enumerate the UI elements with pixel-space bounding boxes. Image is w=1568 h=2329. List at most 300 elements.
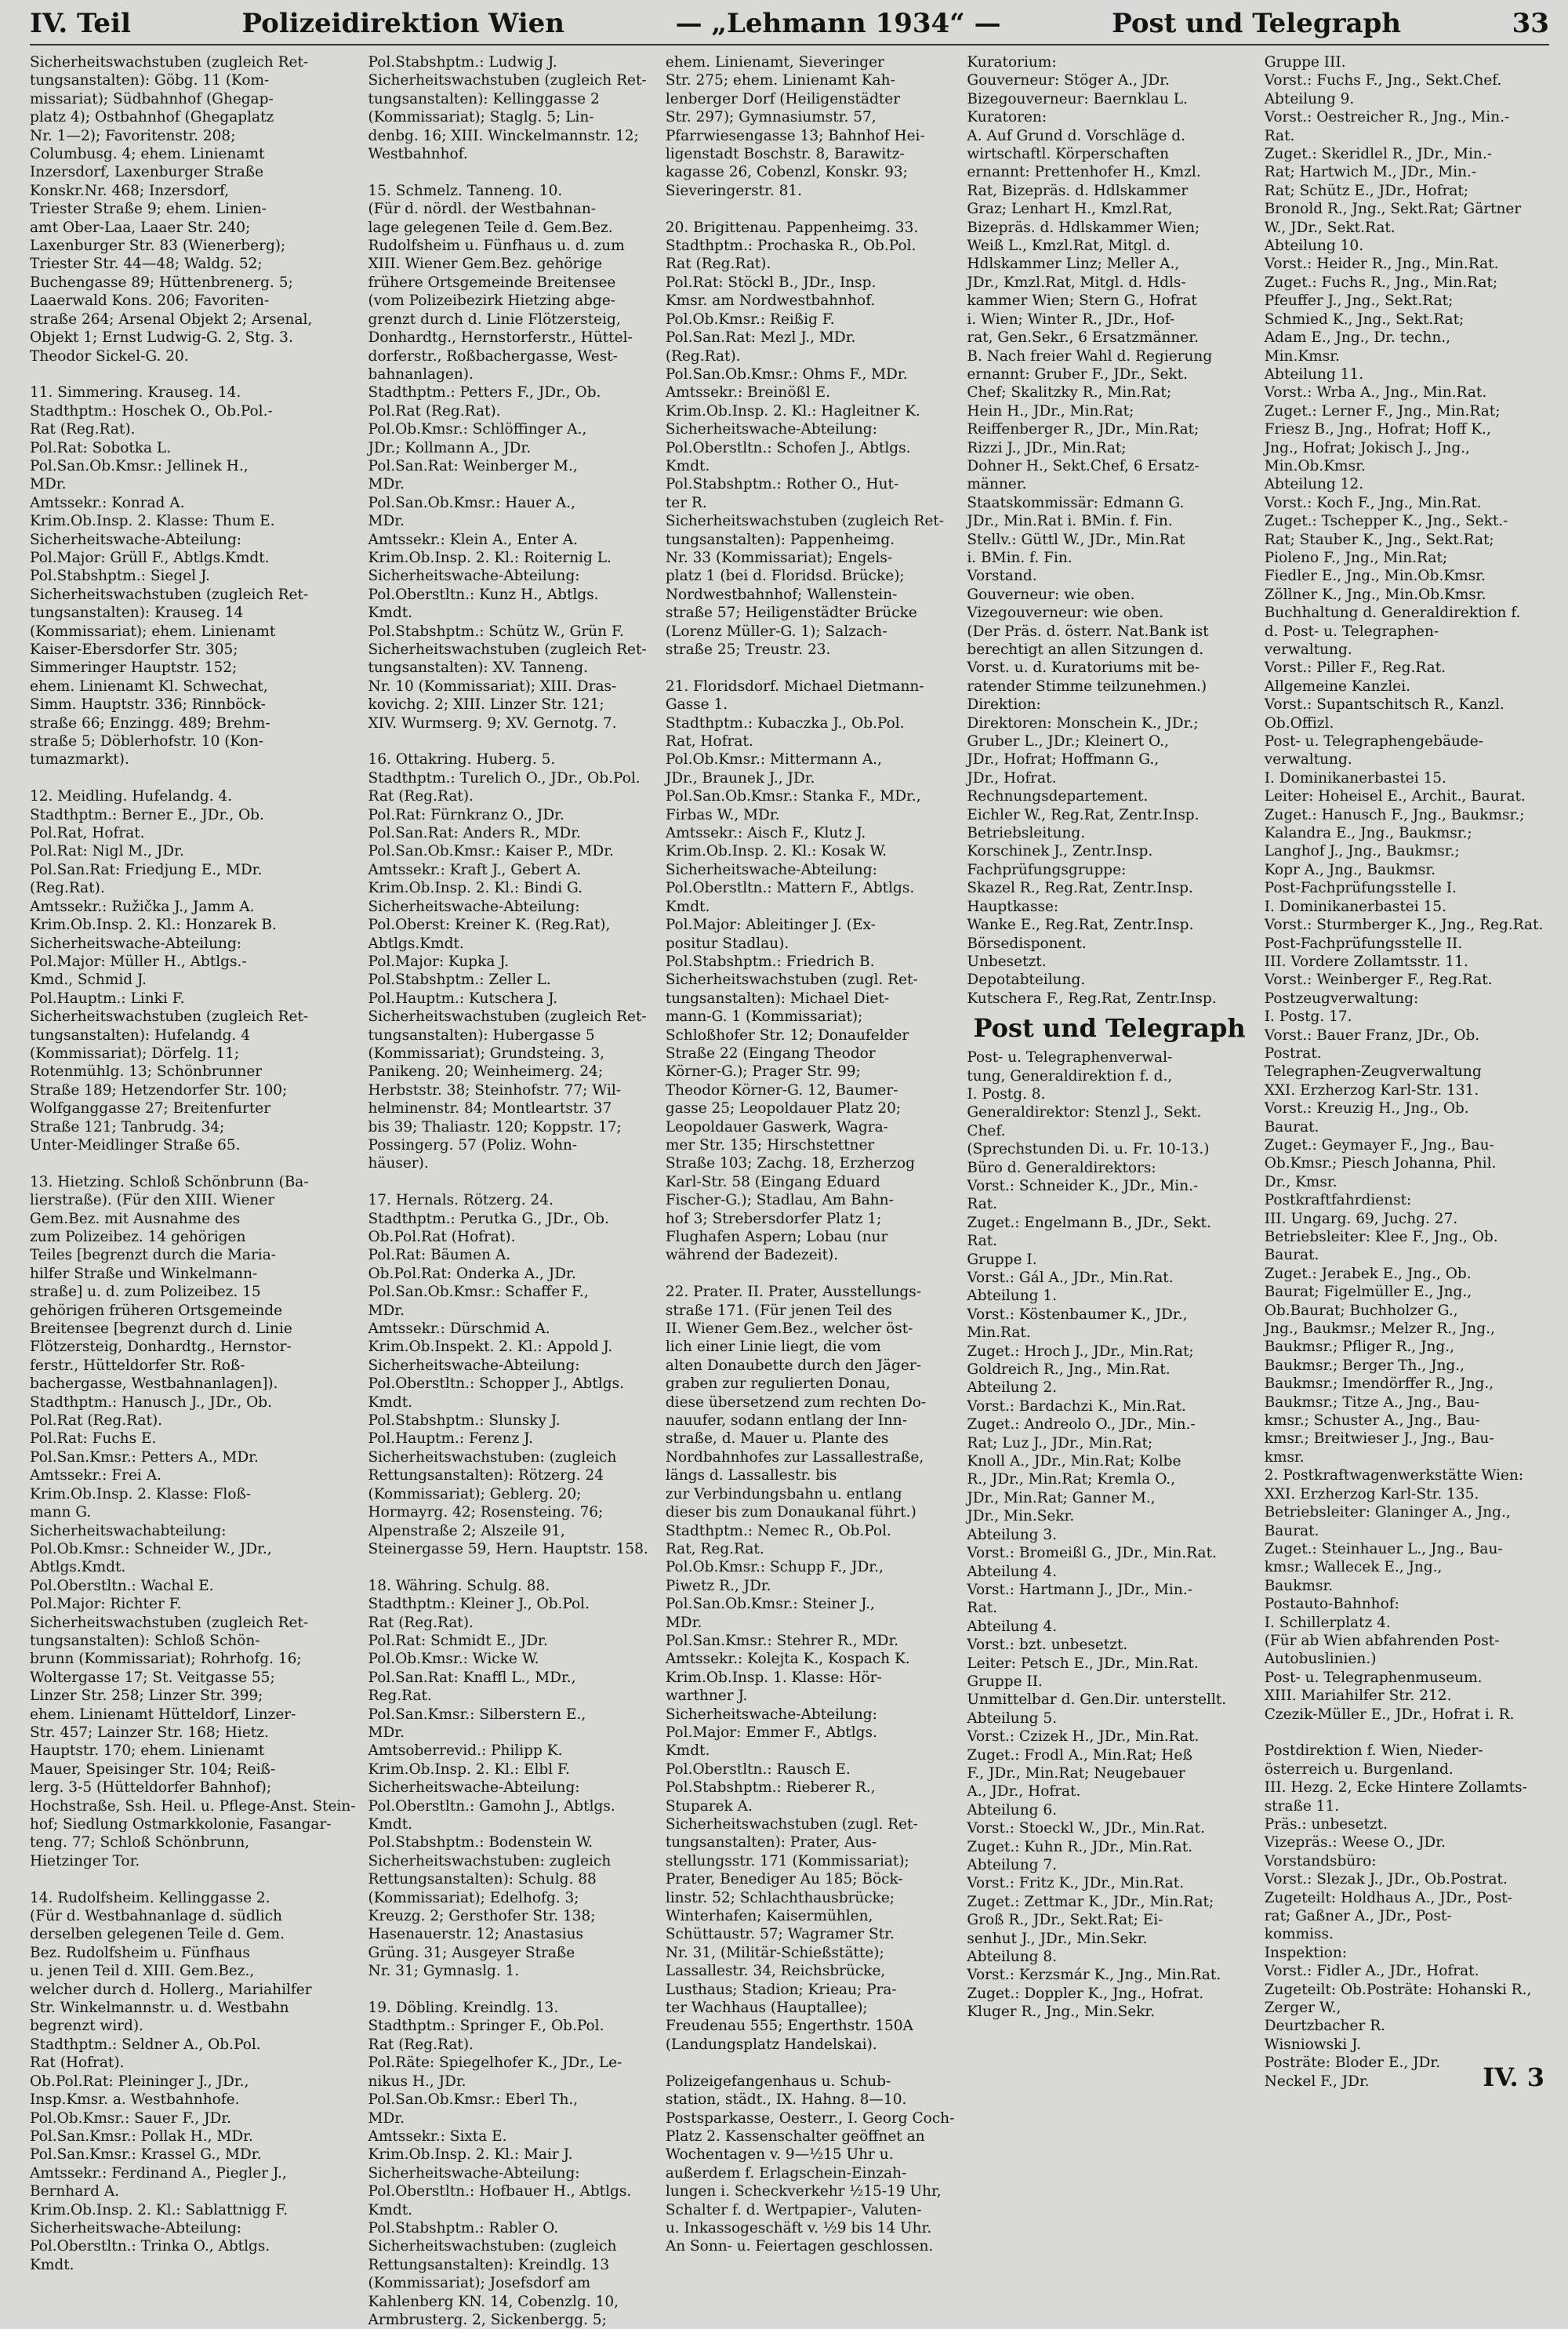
text-line: platz 4); Ostbahnhof (Ghegaplatz — [30, 109, 274, 126]
text-line: XIII. Mariahilfer Str. 212. — [1264, 1688, 1452, 1705]
text-line: JDr., Hofrat. — [967, 769, 1057, 787]
text-line: tungsanstalten): Hubergasse 5 — [368, 1026, 595, 1044]
text-line: Woltergasse 17; St. Veitgasse 55; — [30, 1669, 275, 1686]
text-line: straße 264; Arsenal Objekt 2; Arsenal, — [30, 311, 313, 328]
text-line: Konskr.Nr. 468; Inzersdorf, — [30, 182, 230, 199]
text-line: Baurat. — [1264, 1118, 1319, 1135]
text-line: XXI. Erzherzog Karl-Str. 131. — [1264, 1081, 1479, 1099]
text-line: Abteilung 9. — [1264, 90, 1355, 107]
text-line: Buchengasse 89; Hüttenbrenerg. 5; — [30, 274, 293, 291]
text-line: Buchhaltung d. Generaldirektion f. — [1264, 605, 1521, 622]
text-line: Leiter: Petsch E., JDr., Min.Rat. — [967, 1655, 1199, 1672]
text-line: ferstr., Hütteldorfer Str. Roß- — [30, 1357, 245, 1374]
text-line: Inspektion: — [1264, 1944, 1348, 1961]
text-line: Panikeng. 20; Weinheimerg. 24; — [368, 1063, 604, 1081]
text-line: derselben gelegenen Teile d. Gem. — [30, 1926, 285, 1943]
text-line: Krim.Ob.Insp. 2. Kl.: Mair J. — [368, 2146, 573, 2164]
text-line: Zerger W., — [1264, 2000, 1341, 2017]
text-line: III. Hezg. 2, Ecke Hintere Zollamts- — [1264, 1779, 1527, 1797]
text-line: Flötzersteig, Donhardtg., Hernstor- — [30, 1339, 292, 1356]
text-line: Rizzi J., JDr., Min.Rat; — [967, 439, 1127, 456]
text-line: Str. 275; ehem. Linienamt Kah- — [665, 72, 895, 89]
text-line: I. Dominikanerbastei 15. — [1264, 769, 1446, 787]
text-line: Objekt 1; Ernst Ludwig-G. 2, Stg. 3. — [30, 329, 293, 347]
text-line: Possingerg. 57 (Poliz. Wohn- — [368, 1136, 578, 1154]
text-line: Amtssekr.: Sixta E. — [368, 2127, 507, 2145]
text-line: ter Wachhaus (Hauptallee); — [665, 2000, 868, 2017]
text-line: Kalandra E., Jng., Baukmsr.; — [1264, 825, 1472, 842]
text-line: Börsedisponent. — [967, 935, 1087, 952]
text-line: Polizeigefangenhaus u. Schub- — [665, 2073, 891, 2090]
text-line: alten Donaubette durch den Jäger- — [665, 1357, 921, 1374]
text-line: Pol.Ob.Kmsr.: Sauer F., JDr. — [30, 2109, 232, 2127]
text-line: Sicherheitswache-Abteilung: — [368, 1779, 580, 1797]
text-line: MDr. — [368, 2109, 405, 2127]
text-line: 11. Simmering. Krauseg. 14. — [30, 384, 241, 401]
text-line: Eichler W., Reg.Rat, Zentr.Insp. — [967, 806, 1200, 823]
text-line: i. BMin. f. Fin. — [967, 549, 1073, 566]
text-line: JDr., Hofrat; Hoffmann G., — [967, 751, 1160, 768]
text-line: kmsr. — [1264, 1448, 1305, 1466]
text-line: Lassallestr. 34, Reichsbrücke, — [665, 1963, 886, 1980]
text-line: Abteilung 7. — [967, 1857, 1057, 1873]
text-line: Kmsr. am Nordwestbahnhof. — [665, 292, 876, 310]
text-line: Bronold R., Jng., Sekt.Rat; Gärtner — [1264, 201, 1522, 218]
text-line: Abtlgs.Kmdt. — [30, 1559, 126, 1576]
text-line: JDr., Min.Sekr. — [967, 1508, 1075, 1525]
text-line: Straße 103; Zachg. 18, Erzherzog — [665, 1155, 916, 1172]
text-line: Str. 457; Lainzer Str. 168; Hietz. — [30, 1724, 269, 1741]
text-line: kammer Wien; Stern G., Hofrat — [967, 292, 1197, 310]
text-line: (Lorenz Müller-G. 1); Salzach- — [665, 623, 887, 640]
text-line: Pol.Oberstltn.: Schopper J., Abtlgs. — [368, 1375, 624, 1393]
text-line: Amtssekr.: Frei A. — [30, 1467, 162, 1484]
text-line: Simmeringer Hauptstr. 152; — [30, 659, 238, 677]
text-line: Hietzinger Tor. — [30, 1852, 140, 1869]
text-line: MDr. — [368, 1724, 405, 1741]
text-line: Amtssekr.: Breinößl E. — [665, 384, 831, 401]
text-line: Krim.Ob.Insp. 2. Kl.: Roiternig L. — [368, 549, 612, 566]
text-line: JDr., Braunek J., JDr. — [665, 769, 815, 787]
text-line: Abteilung 1. — [967, 1288, 1057, 1305]
text-line: Sicherheitswachabteilung: — [30, 1522, 227, 1539]
text-line: Stadthptm.: Seldner A., Ob.Pol. — [30, 2036, 261, 2053]
text-line: Betriebsleiter: Klee F., Jng., Ob. — [1264, 1229, 1498, 1245]
text-line: Fiedler E., Jng., Min.Ob.Kmsr. — [1264, 568, 1486, 585]
text-line: Flughafen Aspern; Lobau (nur — [665, 1229, 888, 1245]
text-line: Herbststr. 38; Steinhofstr. 77; Wil- — [368, 1081, 622, 1099]
text-line: Kahlenberg KN. 14, Cobenzlg. 10, — [368, 2293, 619, 2310]
text-line: Zuget.: Hanusch F., Jng., Baukmsr.; — [1264, 806, 1525, 823]
text-line: Sicherheitswachstuben (zugleich Ret- — [30, 1614, 309, 1631]
text-line: Kmdt. — [665, 898, 710, 915]
text-line: Baurat. — [1264, 1247, 1319, 1264]
text-line: graben zur regulierten Donau, — [665, 1375, 891, 1393]
text-line: lenberger Dorf (Heiligenstädter — [665, 90, 901, 107]
text-line: tungsanstalten): Hufelandg. 4 — [30, 1026, 250, 1044]
text-line: Zuget.: Jerabek E., Jng., Ob. — [1264, 1265, 1472, 1282]
text-line: Baukmsr.; Imendörffer R., Jng., — [1264, 1375, 1494, 1393]
text-line: Ob.Kmsr.; Piesch Johanna, Phil. — [1264, 1155, 1497, 1172]
text-line: (Für d. Westbahnanlage d. südlich — [30, 1908, 282, 1925]
text-line — [666, 1265, 955, 1283]
text-line: Pol.San.Kmsr.: Pollak H., MDr. — [30, 2127, 253, 2145]
text-line: Wanke E., Reg.Rat, Zentr.Insp. — [967, 917, 1194, 934]
text-line: dieser bis zum Donaukanal führt.) — [665, 1504, 916, 1521]
text-line: gasse 25; Leopoldauer Platz 20; — [665, 1100, 902, 1117]
text-line: Nr. 31, (Militär-Schießstätte); — [665, 1944, 884, 1961]
text-line: I. Schillerplatz 4. — [1264, 1614, 1391, 1631]
text-line: Bizepräs. d. Hdlskammer Wien; — [967, 219, 1200, 236]
text-line: österreich u. Burgenland. — [1264, 1760, 1454, 1778]
text-line: Leiter: Hoheisel E., Archit., Baurat. — [1264, 788, 1526, 805]
text-line: 19. Döbling. Kreindlg. 13. — [368, 2000, 559, 2017]
text-line: positur Stadlau). — [665, 935, 789, 952]
text-line: Post- u. Telegraphengebäude- — [1264, 733, 1483, 750]
text-line: III. Vordere Zollamtsstr. 11. — [1264, 953, 1468, 970]
text-line: lage gelegenen Teile d. Gem.Bez. — [368, 219, 613, 236]
text-line: Rat (Reg.Rat). — [368, 2036, 474, 2053]
text-line: während der Badezeit). — [665, 1247, 839, 1264]
text-line: Hdlskammer Linz; Meller A., — [967, 256, 1180, 273]
text-line — [666, 2054, 955, 2072]
text-line: Kuratorium: — [967, 54, 1057, 71]
text-line: Hormayrg. 42; Rosensteing. 76; — [368, 1504, 604, 1521]
text-line: Pol.Ob.Kmsr.: Reißig F. — [665, 311, 835, 328]
text-line: Generaldirektor: Stenzl J., Sekt. — [967, 1104, 1202, 1121]
text-line: straße, d. Mauer u. Plante des — [665, 1430, 889, 1448]
text-line: Zugeteilt: Holdhaus A., JDr., Post- — [1264, 1889, 1512, 1906]
text-line: 21. Floridsdorf. Michael Dietmann- — [665, 678, 924, 695]
text-line: Rat (Reg.Rat). — [30, 421, 136, 438]
text-line: warthner J. — [665, 1688, 748, 1705]
text-line: dorferstr., Roßbachergasse, West- — [368, 347, 618, 365]
text-line: Rat, Hofrat. — [665, 733, 753, 750]
text-line: ter R. — [665, 494, 707, 511]
text-line: Straße 121; Tanbrudg. 34; — [30, 1118, 225, 1135]
text-line: Sicherheitswache-Abteilung: — [368, 898, 580, 915]
text-line: Rat. — [967, 1600, 998, 1617]
text-line: Pol.Major: Richter F. — [30, 1596, 182, 1613]
text-line: B. Nach freier Wahl d. Regierung — [967, 347, 1213, 365]
text-line: kovichg. 2; XIII. Linzer Str. 121; — [368, 696, 604, 714]
text-line: tung, Generaldirektion f. d., — [967, 1067, 1173, 1085]
text-line: u. jenen Teil d. XIII. Gem.Bez., — [30, 1963, 255, 1980]
text-line: Laxenburger Str. 83 (Wienerberg); — [30, 238, 286, 255]
text-line: Pol.Stabshptm.: Rother O., Hut- — [665, 476, 899, 493]
text-line: Pol.Rat: Bäumen A. — [368, 1247, 511, 1264]
text-line: XIV. Wurmserg. 9; XV. Gernotg. 7. — [368, 714, 617, 732]
text-line: Abteilung 4. — [967, 1618, 1057, 1635]
text-line: Adam E., Jng., Dr. techn., — [1264, 329, 1451, 347]
text-line: (Reg.Rat). — [30, 880, 105, 897]
text-line: Postsparkasse, Oesterr., I. Georg Coch- — [665, 2109, 955, 2127]
text-line: Rettungsanstalten): Kreindlg. 13 — [368, 2256, 610, 2273]
text-line: tumazmarkt). — [30, 751, 129, 768]
text-line: Rat; Stauber K., Jng., Sekt.Rat; — [1264, 531, 1494, 548]
text-line: Kuratoren: — [967, 109, 1047, 126]
text-line: I. Postg. 17. — [1264, 1008, 1352, 1026]
text-line: Pol.Major: Kupka J. — [368, 953, 510, 970]
text-column — [665, 53, 955, 2255]
text-line: hof; Siedlung Ostmarkkolonie, Fasangar- — [30, 1816, 332, 1833]
text-line: Krim.Ob.Insp. 2. Kl.: Honzarek B. — [30, 917, 277, 934]
text-line: Friesz B., Jng., Hofrat; Hoff K., — [1264, 421, 1491, 438]
text-line: Nr. 1—2); Favoritenstr. 208; — [30, 127, 236, 144]
text-line — [368, 732, 653, 750]
text-line — [368, 1558, 653, 1576]
text-line: Zuget.: Engelmann B., JDr., Sekt. — [967, 1214, 1211, 1231]
text-line: gehörigen früheren Ortsgemeinde — [30, 1302, 283, 1319]
text-line: Triester Str. 44—48; Waldg. 52; — [30, 256, 263, 273]
text-line: Direktoren: Monschein K., JDr.; — [967, 714, 1199, 732]
text-line: Zugeteilt: Ob.Posträte: Hohanski R., — [1264, 1981, 1532, 1998]
text-line: Abtlgs.Kmdt. — [368, 935, 464, 952]
text-line: Pol.San.Rat: Knaffl L., MDr., — [368, 1669, 576, 1686]
text-line: (Reg.Rat). — [665, 347, 741, 365]
text-line: Sicherheitswache-Abteilung: — [665, 421, 877, 438]
text-line: Platz 2. Kassenschalter geöffnet an — [665, 2127, 925, 2145]
text-line: Pol.Oberstltn.: Mattern F., Abtlgs. — [665, 880, 915, 897]
text-line: Stadthptm.: Kubaczka J., Ob.Pol. — [665, 714, 905, 732]
text-line: (Der Präs. d. österr. Nat.Bank ist — [967, 623, 1209, 640]
text-line: Amtssekr.: Dürschmid A. — [368, 1321, 550, 1338]
text-line: Gruppe I. — [967, 1251, 1037, 1268]
text-line: Pol.Stabshptm.: Schütz W., Grün F. — [368, 623, 624, 640]
text-line: Gem.Bez. mit Ausnahme des — [30, 1210, 241, 1227]
text-line: Ob.Baurat; Buchholzer G., — [1264, 1302, 1458, 1319]
text-line: frühere Ortsgemeinde Breitensee — [368, 274, 616, 291]
text-line: Pol.Major: Emmer F., Abtlgs. — [665, 1724, 877, 1741]
text-line: Chef. — [967, 1122, 1006, 1139]
text-line: Pol.Rat (Reg.Rat). — [30, 1412, 163, 1430]
text-line: Pol.San.Kmsr.: Silberstern E., — [368, 1706, 586, 1723]
text-line: Chef; Skalitzky R., Min.Rat; — [967, 384, 1172, 401]
text-line: Schalter f. d. Wertpapier-, Valuten- — [665, 2201, 922, 2218]
text-line: Vorst.: Weinberger F., Reg.Rat. — [1264, 972, 1493, 989]
text-line: Abteilung 6. — [967, 1801, 1057, 1819]
text-line: (Für ab Wien abfahrenden Post- — [1264, 1632, 1500, 1649]
text-line: Kmdt. — [368, 1816, 413, 1833]
text-line: MDr. — [665, 1614, 702, 1631]
text-line: tungsanstalten): XV. Tanneng. — [368, 659, 588, 677]
text-line: Direktion: — [967, 696, 1041, 714]
text-line: Posträte: Bloder E., JDr. — [1264, 2055, 1441, 2072]
text-line: amt Ober-Laa, Laaer Str. 240; — [30, 219, 251, 236]
text-line — [666, 200, 955, 218]
text-line: Kmdt. — [368, 1393, 413, 1411]
text-line: Skazel R., Reg.Rat, Zentr.Insp. — [967, 880, 1193, 897]
text-line: Nordwestbahnhof; Wallenstein- — [665, 586, 898, 603]
text-line: Pol.Stabshptm.: Rabler O. — [368, 2219, 559, 2236]
text-line: Sicherheitswachstuben: (zugleich — [368, 2238, 617, 2255]
text-line: Vorst.: Heider R., Jng., Min.Rat. — [1264, 256, 1499, 273]
text-line: Pol.Rat: Fürnkranz O., JDr. — [368, 806, 564, 823]
text-line: Kreuzg. 2; Gersthofer Str. 138; — [368, 1908, 596, 1925]
text-line: 13. Hietzing. Schloß Schönbrunn (Ba- — [30, 1173, 309, 1190]
text-line: Laaerwald Kons. 206; Favoriten- — [30, 292, 270, 310]
text-line: Amtssekr.: Konrad A. — [30, 494, 185, 511]
text-line: Reg.Rat. — [368, 1688, 432, 1705]
text-line: Krim.Ob.Insp. 2. Kl.: Hagleitner K. — [665, 402, 920, 420]
text-line: Kmdt. — [368, 605, 413, 622]
text-line: Pol.Stabshptm.: Ludwig J. — [368, 54, 557, 71]
text-line: Hein H., JDr., Min.Rat; — [967, 402, 1134, 420]
text-line: Nr. 33 (Kommissariat); Engels- — [665, 549, 893, 566]
text-line: Gruber L., JDr.; Kleinert O., — [967, 733, 1169, 750]
text-line: Pol.San.Ob.Kmsr.: Stanka F., MDr., — [665, 788, 921, 805]
text-line: bachergasse, Westbahnanlagen]). — [30, 1375, 278, 1393]
text-line: Postkraftfahrdienst: — [1264, 1192, 1412, 1209]
text-line: Mauer, Speisinger Str. 104; Reiß- — [30, 1760, 276, 1778]
text-line: An Sonn- u. Feiertagen geschlossen. — [665, 2238, 934, 2255]
text-line: Sicherheitswache-Abteilung: — [368, 1357, 580, 1374]
header-part: IV. Teil — [30, 8, 131, 39]
text-line: Rat (Hofrat). — [30, 2055, 125, 2072]
text-line: Sicherheitswachstuben (zugleich Ret- — [368, 72, 647, 89]
text-line: Pol.Hauptm.: Ferenz J. — [368, 1430, 533, 1448]
text-line: Columbusg. 4; ehem. Linienamt — [30, 146, 265, 163]
text-line: u. Inkassogeschäft v. ½9 bis 14 Uhr. — [665, 2219, 932, 2236]
text-line: Pol.Major: Grüll F., Abtlgs.Kmdt. — [30, 549, 270, 566]
text-line: grenzt durch d. Linie Flötzersteig, — [368, 311, 621, 328]
text-line: Rat (Reg.Rat). — [368, 1614, 474, 1631]
text-line: Rechnungsdepartement. — [967, 788, 1149, 805]
text-line: wirtschaftl. Körperschaften — [967, 146, 1170, 163]
text-line: (Kommissariat); Josefsdorf am — [368, 2275, 591, 2292]
text-line: Sicherheitswachstuben (zugleich Ret- — [30, 586, 309, 603]
text-line: Pol.Rat: Nigl M., JDr. — [30, 843, 184, 860]
text-line: Gasse 1. — [665, 696, 728, 714]
text-line: Gruppe III. — [1264, 54, 1346, 71]
text-line: JDr.; Kollmann A., JDr. — [368, 439, 532, 456]
text-line: 17. Hernals. Rötzerg. 24. — [368, 1192, 554, 1209]
text-line: mann-G. 1 (Kommissariat); — [665, 1008, 863, 1026]
text-line: Pol.San.Ob.Kmsr.: Eberl Th., — [368, 2091, 579, 2109]
text-line: (Für d. nördl. der Westbahnan- — [368, 201, 597, 218]
text-line: 14. Rudolfsheim. Kellinggasse 2. — [30, 1889, 270, 1906]
text-line: Fischer-G.); Stadlau, Am Bahn- — [665, 1192, 894, 1209]
text-column — [967, 53, 1251, 2061]
text-line: Pol.San.Kmsr.: Stehrer R., MDr. — [665, 1632, 899, 1649]
text-line: Vorst.: bzt. unbesetzt. — [967, 1637, 1128, 1654]
text-line: MDr. — [368, 1302, 405, 1319]
text-line: 18. Währing. Schulg. 88. — [368, 1577, 550, 1594]
text-column — [368, 53, 653, 2328]
text-line: Unmittelbar d. Gen.Dir. unterstellt. — [967, 1691, 1227, 1709]
text-line: JDr., Min.Rat; Ganner M., — [967, 1489, 1156, 1506]
text-line: XXI. Erzherzog Karl-Str. 135. — [1264, 1485, 1479, 1502]
text-line: Schmied K., Jng., Sekt.Rat; — [1264, 311, 1465, 328]
text-line: Vorst.: Wrba A., Jng., Min.Rat. — [1264, 384, 1487, 401]
text-line: Pfarrwiesengasse 13; Bahnhof Hei- — [665, 127, 925, 144]
text-line: Graz; Lenhart H., Kmzl.Rat, — [967, 201, 1173, 218]
text-line: Abteilung 5. — [967, 1710, 1057, 1727]
text-line: nikus H., JDr. — [368, 2073, 466, 2090]
text-line: Amtssekr.: Kraft J., Gebert A. — [368, 861, 582, 878]
text-line — [30, 365, 356, 383]
text-line: Rat, Bizepräs. d. Hdlskammer — [967, 182, 1189, 199]
text-line: 15. Schmelz. Tanneng. 10. — [368, 182, 563, 199]
text-line: Pol.Stabshptm.: Siegel J. — [30, 568, 210, 585]
text-line: Pioleno F., Jng., Min.Rat; — [1264, 549, 1448, 566]
text-line: welcher durch d. Hollerg., Mariahilfer — [30, 1981, 312, 1998]
text-line: ernannt: Prettenhofer H., Kmzl. — [967, 164, 1201, 181]
text-line: Körner-G.); Prager Str. 99; — [665, 1063, 861, 1081]
text-line: Vorst.: Fidler A., JDr., Hofrat. — [1264, 1963, 1479, 1980]
text-line: Hauptkasse: — [967, 898, 1059, 915]
text-line: Pol.Rat (Reg.Rat). — [368, 402, 501, 420]
text-line: Pol.San.Kmsr.: Petters A., MDr. — [30, 1448, 259, 1466]
text-line: Vorst.: Fritz K., JDr., Min.Rat. — [967, 1875, 1185, 1892]
text-line: Ob.Offizl. — [1264, 714, 1334, 732]
text-line: Kmdt. — [665, 1742, 710, 1760]
text-line: Sicherheitswachstuben (zugl. Ret- — [665, 1816, 918, 1833]
text-line: Pol.Stabshptm.: Bodenstein W. — [368, 1834, 593, 1851]
text-line: Linzer Str. 258; Linzer Str. 399; — [30, 1688, 263, 1705]
text-line: Gouverneur: wie oben. — [967, 586, 1135, 603]
text-line: Pol.Ob.Kmsr.: Schupp F., JDr., — [665, 1559, 884, 1576]
header-section: Post und Telegraph — [1112, 8, 1402, 39]
text-line: Pol.San.Rat: Anders R., MDr. — [368, 825, 581, 842]
text-line: Post-Fachprüfungsstelle I. — [1264, 880, 1457, 897]
text-line: bis 39; Thaliastr. 120; Koppstr. 17; — [368, 1118, 622, 1135]
text-line: Vorst.: Bromeißl G., JDr., Min.Rat. — [967, 1545, 1217, 1562]
text-line: Pol.Stabshptm.: Rieberer R., — [665, 1779, 876, 1797]
text-line: lich einer Linie liegt, die vom — [665, 1339, 881, 1356]
text-line: Sicherheitswache-Abteilung: — [665, 1706, 877, 1723]
text-line: Pol.Stabshptm.: Friedrich B. — [665, 953, 875, 970]
text-line: Amtssekr.: Ferdinand A., Piegler J., — [30, 2164, 287, 2182]
text-line: Sicherheitswachstuben (zugleich Ret- — [368, 641, 647, 658]
text-line: Vorst.: Slezak J., JDr., Ob.Postrat. — [1264, 1871, 1508, 1888]
text-line: Pol.Oberstltn.: Trinka O., Abtlgs. — [30, 2238, 270, 2255]
text-line: Pol.Räte: Spiegelhofer K., JDr., Le- — [368, 2055, 622, 2072]
text-line: Sicherheitswachstuben (zugleich Ret- — [30, 1008, 309, 1026]
text-line: Vorst.: Piller F., Reg.Rat. — [1264, 659, 1446, 677]
text-line: Rat. — [967, 1233, 998, 1250]
text-line: Zuget.: Frodl A., Min.Rat; Heß — [967, 1746, 1192, 1764]
text-line: I. Dominikanerbastei 15. — [1264, 898, 1446, 915]
text-line: Rat, Reg.Rat. — [665, 1540, 764, 1557]
text-line: Stadthptm.: Berner E., JDr., Ob. — [30, 806, 264, 823]
header-section: Polizeidirektion Wien — [241, 8, 565, 39]
text-line: Breitensee [begrenzt durch d. Linie — [30, 1321, 292, 1338]
text-line: Donhardtg., Hernstorferstr., Hüttel- — [368, 329, 633, 347]
text-line: Abteilung 2. — [967, 1379, 1057, 1397]
text-line: Gouverneur: Stöger A., JDr. — [967, 72, 1170, 89]
text-line: Postrat. — [1264, 1045, 1322, 1062]
text-line: Bez. Rudolfsheim u. Fünfhaus — [30, 1944, 250, 1961]
text-line: lerg. 3-5 (Hütteldorfer Bahnhof); — [30, 1779, 272, 1797]
text-line: Kmdt. — [30, 2256, 74, 2273]
text-line: bahnanlagen). — [368, 365, 474, 383]
text-line: Gruppe II. — [967, 1673, 1043, 1690]
text-line: Baurat; Figelmüller E., Jng., — [1264, 1284, 1472, 1301]
text-line: Kutschera F., Reg.Rat, Zentr.Insp. — [967, 990, 1217, 1007]
text-line: Sicherheitswachstuben (zugleich Ret- — [368, 1008, 647, 1026]
text-line: Rat. — [1264, 127, 1295, 144]
text-line: Wochentagen v. 9—½15 Uhr u. — [665, 2146, 894, 2164]
text-line: Kmdt. — [665, 457, 710, 474]
text-line: Grüng. 31; Ausgeyer Straße — [368, 1944, 575, 1961]
text-line: Rat. — [967, 1196, 998, 1213]
text-line: (Kommissariat); Geblerg. 20; — [368, 1485, 582, 1502]
text-line: A., JDr., Hofrat. — [967, 1783, 1081, 1800]
text-line: tungsanstalten): Prater, Aus- — [665, 1834, 877, 1851]
text-line: III. Ungarg. 69, Juchg. 27. — [1264, 1210, 1458, 1227]
text-line: hof 3; Strebersdorfer Platz 1; — [665, 1210, 882, 1227]
